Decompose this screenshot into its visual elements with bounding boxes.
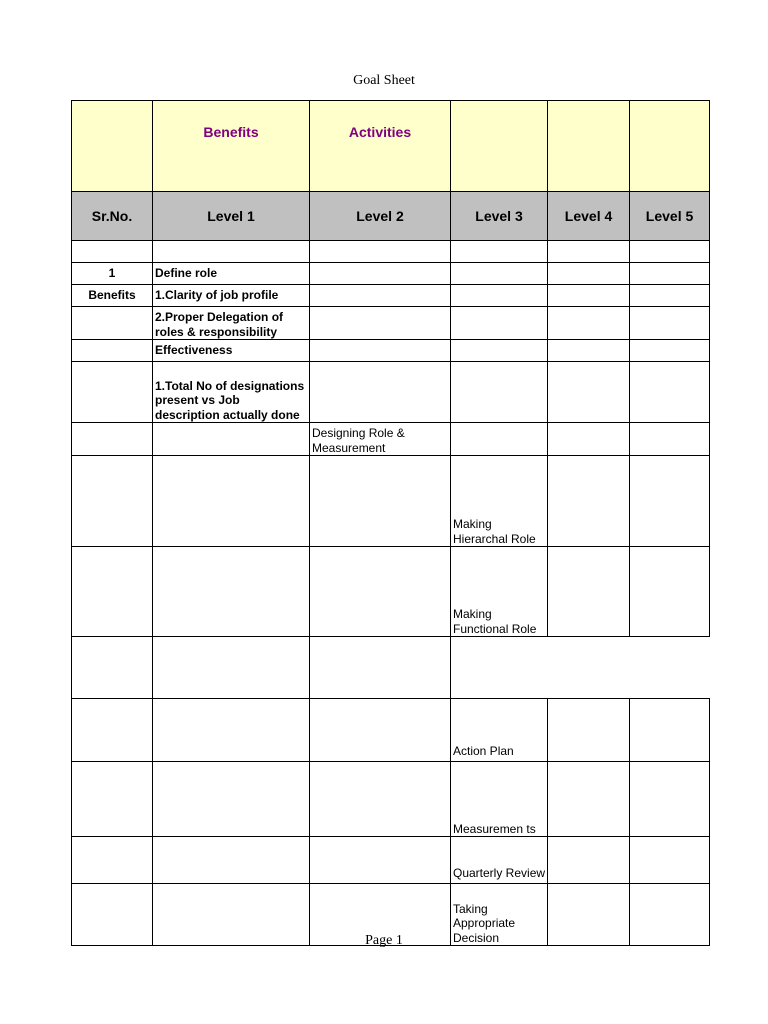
level-1-cell: Define role <box>153 263 310 285</box>
table-row <box>72 340 710 362</box>
level-2-cell: Designing Role & Measurement <box>310 423 451 456</box>
table-row <box>72 699 710 762</box>
column-header-level-3: Level 3 <box>451 192 548 241</box>
table-row <box>72 263 710 285</box>
column-header-level-2: Level 2 <box>310 192 451 241</box>
table-row <box>72 456 710 547</box>
header-cell <box>630 101 710 192</box>
header-row-2 <box>72 192 710 241</box>
goal-sheet-table <box>71 100 710 946</box>
column-header-srno: Sr.No. <box>72 192 153 241</box>
table-row <box>72 285 710 307</box>
column-header-level-5: Level 5 <box>630 192 710 241</box>
benefits-header: Benefits <box>153 101 310 192</box>
level-1-cell: Effectiveness <box>153 340 310 362</box>
header-row-1 <box>72 101 710 192</box>
header-cell <box>548 101 630 192</box>
table-row <box>72 307 710 340</box>
level-1-cell: 2.Proper Delegation of roles & responsibility <box>153 307 310 340</box>
level-1-cell: 1.Total No of designations present vs Job description actually done <box>153 362 310 423</box>
header-cell <box>72 101 153 192</box>
table-row <box>72 423 710 456</box>
level-3-cell: Action Plan <box>451 699 548 762</box>
level-3-cell: Measuremen ts <box>451 762 548 837</box>
column-header-level-1: Level 1 <box>153 192 310 241</box>
table-row <box>72 637 710 699</box>
srno-cell: Benefits <box>72 285 153 307</box>
table-row <box>72 547 710 637</box>
table-row <box>72 362 710 423</box>
header-cell <box>451 101 548 192</box>
level-3-cell: Making Functional Role <box>451 547 548 637</box>
table-row <box>72 241 710 263</box>
level-1-cell: 1.Clarity of job profile <box>153 285 310 307</box>
srno-cell: 1 <box>72 263 153 285</box>
column-header-level-4: Level 4 <box>548 192 630 241</box>
level-3-cell: Taking Appropriate Decision <box>451 884 548 946</box>
page-header: Goal Sheet <box>353 73 415 88</box>
table-row <box>72 762 710 837</box>
activities-header: Activities <box>310 101 451 192</box>
level-3-cell: Making Hierarchal Role <box>451 456 548 547</box>
page-footer: Page 1 <box>365 933 403 948</box>
table-row <box>72 837 710 884</box>
level-3-cell: Quarterly Review <box>451 837 548 884</box>
